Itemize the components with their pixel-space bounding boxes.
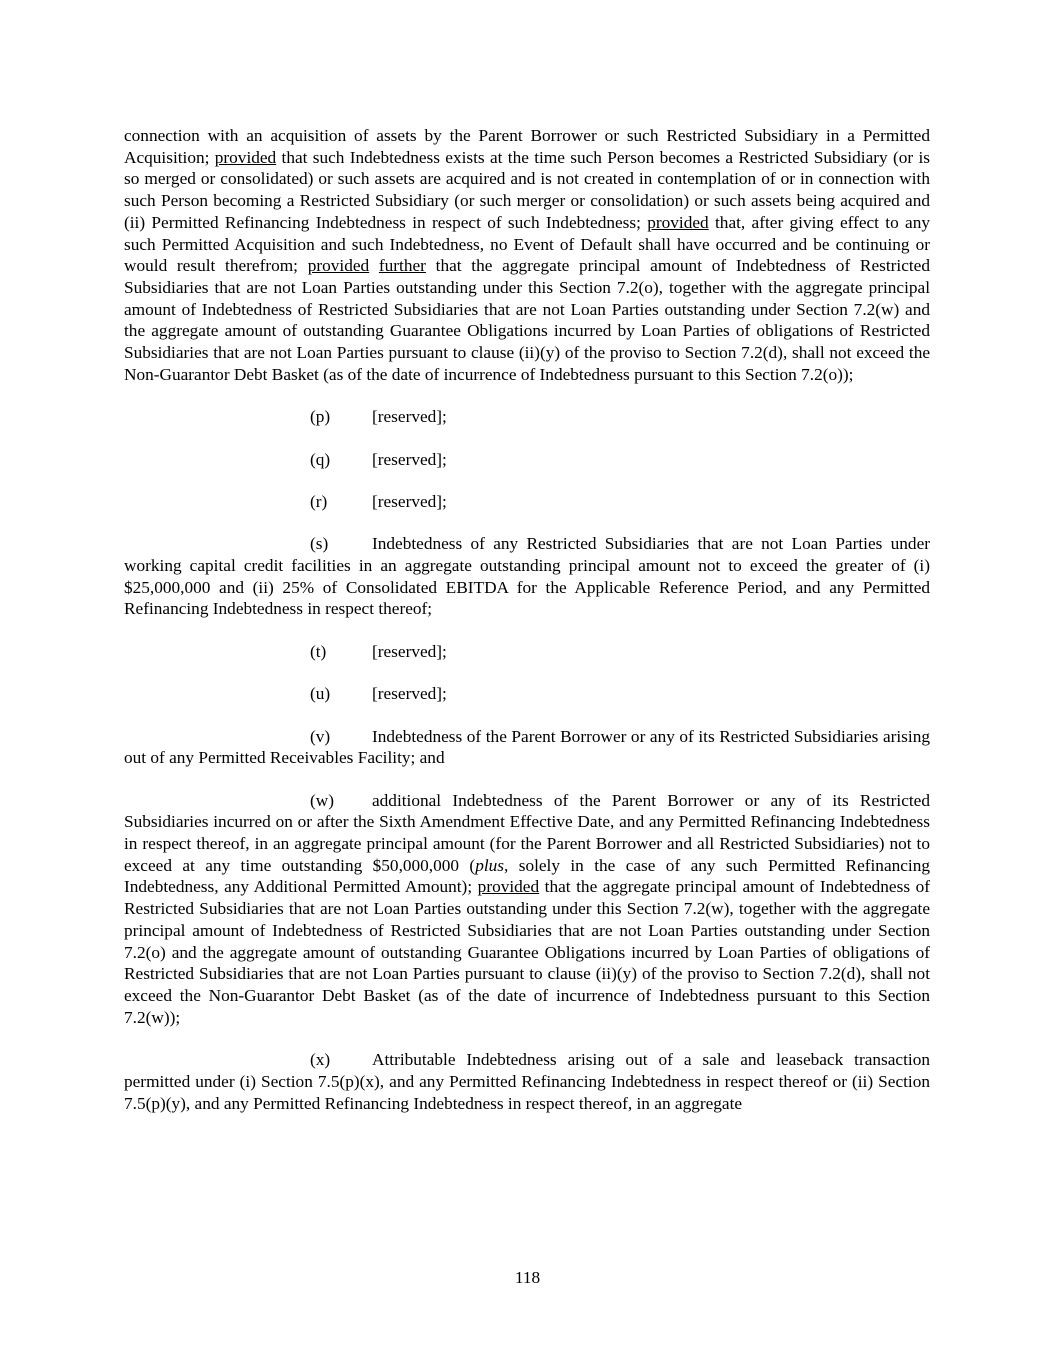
reserved-clause [124, 449, 930, 471]
page-number: 118 [514, 1268, 541, 1287]
clause-text: [reserved]; [372, 491, 447, 511]
text-segment: Indebtedness of the Parent Borrower or any of its Restricted Subsidiaries arising out of any Permitted Receivables Facility; and [124, 726, 930, 768]
underlined-term: provided [307, 256, 370, 276]
clause-label: (p) [310, 407, 331, 427]
text-segment [369, 256, 379, 275]
clause-label: (q) [310, 449, 331, 469]
clause-paragraph [124, 1049, 930, 1114]
text-segment: connection with an acquisition of assets by the Parent Borrower or such Restricted Subsidiary in a Permitted Acquisition; [124, 126, 930, 167]
reserved-clause [124, 491, 930, 513]
reserved-clause [124, 641, 930, 663]
reserved-clause [124, 406, 930, 428]
text-segment: that, after giving effect to any such Permitted Acquisition and such Indebtedness, no Event of Default shall have occurred and be continuing or would result therefrom; [124, 212, 930, 276]
clause-text: [reserved]; [372, 684, 447, 704]
underlined-term: provided [647, 212, 709, 232]
document-body [124, 125, 930, 1114]
reserved-clause [124, 683, 930, 705]
clause-text: [reserved]; [372, 407, 447, 427]
underlined-term: further [378, 256, 426, 276]
clause-paragraph [124, 790, 930, 1029]
clause-label: (r) [310, 491, 328, 511]
underlined-term: provided [477, 877, 540, 897]
clause-label: (t) [310, 641, 327, 661]
clause-paragraph [124, 726, 930, 769]
text-segment: that the aggregate principal amount of Indebtedness of Restricted Subsidiaries that are not Loan Parties outstanding under this Section 7.2(o), together with the aggregate principal amount of Indebtedness of Restricted Subsidiaries that are not Loan Parties outstanding under Section 7.2(w) and the aggregate amount of outstanding Guarantee Obligations incurred by Loan Parties of obligations of Restricted Subsidiaries that are not Loan Parties pursuant to clause (ii)(y) of the proviso to Section 7.2(d), shall not exceed the Non-Guarantor Debt Basket (as of the date of incurrence of Indebtedness pursuant to this Section 7.2(o)); [124, 256, 930, 384]
clause-label: (u) [310, 684, 331, 704]
text-segment: , solely in the case of any such Permitted Refinancing Indebtedness, any Additional Permitted Amount); [124, 855, 931, 897]
text-segment: that the aggregate principal amount of Indebtedness of Restricted Subsidiaries that are not Loan Parties outstanding under this Section 7.2(w), together with the aggregate principal amount of Indebtedness of Restricted Subsidiaries that are not Loan Parties outstanding under Section 7.2(o) and the aggregate amount of outstanding Guarantee Obligations incurred by Loan Parties of obligations of Restricted Subsidiaries that are not Loan Parties pursuant to clause (ii)(y) of the proviso to Section 7.2(d), shall not exceed the Non-Guarantor Debt Basket (as of the date of incurrence of Indebtedness pursuant to this Section 7.2(w)); [124, 877, 930, 1027]
continuation-paragraph [124, 125, 930, 385]
clause-label: (x) [310, 1050, 331, 1070]
italic-term: plus [475, 855, 505, 875]
text-segment: Attributable Indebtedness arising out of a sale and leaseback transaction permitted under (i) Section 7.5(p)(x), and any Permitted Refinancing Indebtedness in respect thereof or (ii) Section 7.5(p)(y), and any Permitted Refinancing Indebtedness in respect thereof, in an aggregate [124, 1050, 930, 1113]
text-segment: that such Indebtedness exists at the time such Person becomes a Restricted Subsidiary (or is so merged or consolidated) or such assets are acquired and is not created in contemplation of or in connection with such Person becoming a Restricted Subsidiary (or such merger or consolidation) or such assets being acquired and (ii) Permitted Refinancing Indebtedness in respect of such Indebtedness; [124, 147, 930, 232]
clause-label: (w) [310, 790, 334, 810]
text-segment: Indebtedness of any Restricted Subsidiaries that are not Loan Parties under working capital credit facilities in an aggregate outstanding principal amount not to exceed the greater of (i) $25,000,000 and (ii) 25% of Consolidated EBITDA for the Applicable Reference Period, and any Permitted Refinancing Indebtedness in respect thereof; [124, 534, 930, 619]
clause-text: [reserved]; [372, 449, 447, 469]
clause-label: (s) [310, 534, 329, 554]
clause-paragraph [124, 533, 930, 620]
text-segment: additional Indebtedness of the Parent Borrower or any of its Restricted Subsidiaries incurred on or after the Sixth Amendment Effective Date, and any Permitted Refinancing Indebtedness in respect thereof, in an aggregate principal amount (for the Parent Borrower and all Restricted Subsidiaries) not to exceed at any time outstanding $50,000,000 ( [124, 790, 930, 875]
clause-text: [reserved]; [372, 641, 447, 661]
clause-label: (v) [310, 726, 331, 746]
underlined-term: provided [214, 147, 277, 167]
